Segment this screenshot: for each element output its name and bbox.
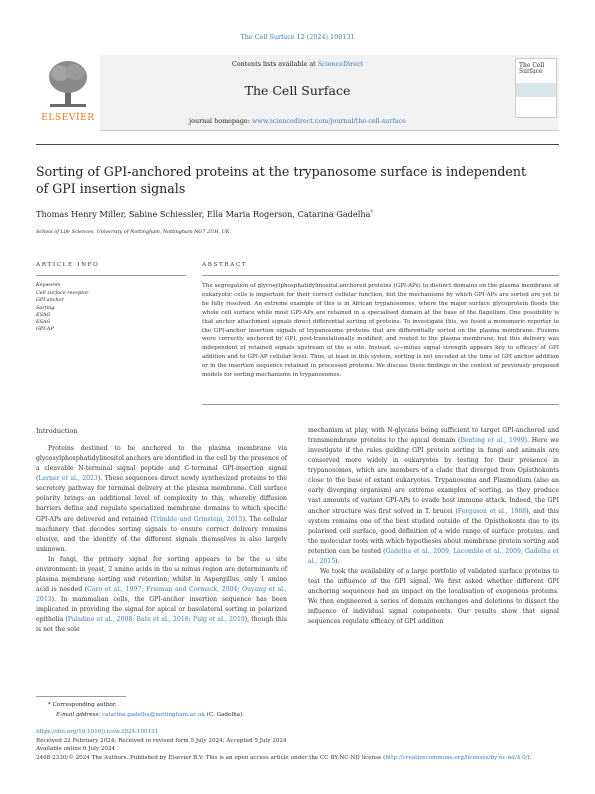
body-column-left bbox=[36, 426, 287, 635]
text-run: ). bbox=[527, 754, 532, 761]
abstract-heading: ABSTRACT bbox=[202, 262, 248, 268]
article-info-heading: ARTICLE INFO bbox=[36, 262, 100, 268]
cover-band bbox=[516, 83, 556, 97]
journal-reference[interactable]: The Cell Surface 12 (2024) 100131 bbox=[240, 33, 355, 41]
abstract-bottom-rule bbox=[202, 404, 559, 405]
keywords-label: Keywords bbox=[36, 282, 61, 288]
text-run: 2468-2330/© 2024 The Authors. Published by Elsevier B.V. This is an open access article under the CC BY-NC-ND license ( bbox=[36, 754, 386, 761]
text-run: ). bbox=[335, 557, 340, 565]
email-label: E-mail address: bbox=[56, 712, 102, 718]
text-run: ). In mammalian cells, the GPI-anchor insertion sequence has been implicated in providing the signal for apical or basolateral sorting in polarized epithelia ( bbox=[36, 596, 287, 624]
header-rule bbox=[36, 144, 559, 145]
article-title: Sorting of GPI-anchored proteins at the trypanosome surface is independent of GPI insertion signals bbox=[36, 164, 527, 196]
email-suffix: (C. Gadelha). bbox=[205, 712, 245, 718]
corresponding-author-mark[interactable]: * bbox=[370, 209, 373, 216]
article-info-rule bbox=[36, 275, 186, 276]
keyword: GPI anchor bbox=[36, 297, 64, 304]
email-link[interactable]: catarina.gadelha@nottingham.ac.uk bbox=[101, 712, 206, 718]
journal-cover-thumbnail bbox=[515, 58, 557, 118]
cover-title: The Cell Surface bbox=[519, 62, 545, 76]
citation-link[interactable]: Lerner et al., 2023 bbox=[38, 475, 98, 483]
body-paragraph bbox=[36, 555, 287, 636]
keyword: Cell surface receptor bbox=[36, 290, 89, 296]
keyword: Sorting bbox=[36, 304, 55, 311]
affiliation: School of Life Sciences, University of Nottingham, Nottingham NG7 2UH, UK bbox=[36, 229, 230, 235]
text-run: ). The cellular machinery that decodes sorting signals to ensure correct delivery remains elusive, and the identity of the different signals themselves is also largely unknown. bbox=[36, 515, 288, 553]
body-paragraph bbox=[36, 444, 287, 555]
footnote-label: Corresponding author. bbox=[52, 702, 117, 708]
text-run: ), though this is not the sole bbox=[36, 616, 287, 634]
homepage-link[interactable]: www.sciencedirect.com/journal/the-cell-surface bbox=[251, 117, 406, 125]
text-run: ). Here we investigate if the rules guiding GPI protein sorting in fungi and animals are conserved more widely in eukaryotes by testing for their presence in trypanosomes, which are members of a clade that diverged from Opisthokonts close to the base of extant eukaryotes. Trypanosoma and Plasmodium (also an early diverging organism) are extreme examples of sorting, as they produce vast amounts of variant GPI-APs to evade host immune attack. Indeed, the GPI anchor structure was first solved in T. brucei ( bbox=[308, 437, 559, 515]
body-column-right bbox=[308, 426, 559, 627]
keyword: GPI-AP bbox=[36, 326, 54, 333]
introduction-heading: Introduction bbox=[36, 427, 78, 435]
abstract-rule bbox=[202, 275, 559, 276]
doi-link[interactable]: https://doi.org/10.1016/j.tcsw.2024.100131 bbox=[36, 729, 159, 735]
footnote-rule bbox=[36, 696, 126, 697]
sciencedirect-link[interactable]: ScienceDirect bbox=[317, 60, 364, 68]
author-list bbox=[36, 209, 373, 219]
keyword: ESAG bbox=[36, 311, 51, 318]
text-run: ). These sequences direct newly synthesized proteins to the secretory pathway for terminal delivery at the plasma membrane. Cell surface polarity brings an additional level of complexity to this, whereby diffusion barriers define and regulate specialized membrane domains to which specific GPI-APs are delivered and retained ( bbox=[36, 475, 287, 523]
keywords-list bbox=[36, 290, 88, 334]
citation-link[interactable]: Caro et al., 1997; Frieman and Cormack, 2004; Ouyang et al., 2013 bbox=[36, 585, 287, 603]
citation-link[interactable]: Paladino et al., 2008; Bate et al., 2016; Puig et al., 2019 bbox=[67, 616, 245, 624]
online-date: Available online 6 July 2024 bbox=[36, 746, 116, 753]
text-run: Proteins destined to be anchored to the plasma membrane via glycosylphosphatidylinositol anchors are identified in the cell by the presence of a cleavable N-terminal signal peptide and C-terminal GPI-insertion signal ( bbox=[36, 445, 287, 483]
contents-line bbox=[36, 60, 559, 68]
journal-homepage-line bbox=[0, 117, 595, 125]
authors: Thomas Henry Miller, Sabine Schiessler, Ella Maria Rogerson, Catarina Gadelha bbox=[36, 209, 371, 219]
citation-link[interactable]: Benting et al., 1999 bbox=[460, 437, 525, 445]
footnote bbox=[48, 700, 548, 720]
received-dates: Received 22 February 2024; Received in revised form 5 July 2024; Accepted 5 July 2024 bbox=[36, 737, 287, 744]
journal-title: The Cell Surface bbox=[244, 83, 351, 98]
body-paragraph bbox=[308, 426, 559, 567]
article-metadata bbox=[36, 728, 559, 762]
publisher-name: ELSEVIER bbox=[41, 113, 95, 123]
citation-link[interactable]: Ferguson et al., 1988 bbox=[457, 507, 527, 515]
text-run: mechanism at play, with N-glycans being sufficient to target GPI-anchored and transmembrane proteins to the apical domain ( bbox=[308, 427, 559, 445]
license-line bbox=[36, 754, 559, 763]
contents-prefix: Contents lists available at bbox=[231, 60, 318, 68]
text-run: In fungi, the primary signal for sorting appears to be the ω site environment: in yeast, 2 amino acids in the ω minus region are determinants of plasma membrane sorting and retention; whilst in Aspergillus, only 1 amino acid is needed ( bbox=[36, 555, 287, 593]
license-link[interactable]: http://creativecommons.org/licenses/by-nc-nd/4.0/ bbox=[385, 754, 528, 761]
homepage-prefix: journal homepage: bbox=[189, 117, 252, 125]
citation-link[interactable]: Trimble and Grinstein, 2015 bbox=[152, 515, 243, 523]
body-paragraph: We took the availability of a large portfolio of validated surface proteins to test the influence of the GPI signal. We first asked whether different GPI anchoring sequences had an impact on the localisation of exogenous proteins. We then engineered a series of domain exchanges and deletions to dissect the influence of individual signal components. Our results show that signal sequences regulate efficacy of GPI addition bbox=[308, 567, 559, 626]
abstract-text: The segregation of glycosylphosphatidylinositol-anchored proteins (GPI-APs) to distinct domains on the plasma membrane of eukaryotic cells is important for their correct cellular function, but the mechanisms by which GPI-APs are sorted are yet to be fully resolved. An extreme example of this is in African trypanosomes, where the major surface glycoprotein floods the whole cell surface while most GPI-APs are retained in a specialised domain at the base of the flagellum. One possibility is that anchor attachment signals direct differential sorting of proteins. To investigate this, we fused a monomeric reporter to the GPI-anchor insertion signals of trypanosome proteins that are differentially sorted on the plasma membrane. Fusions were correctly anchored by GPI, post-translationally modified, and routed to the plasma membrane, but this delivery was independent of retained signals upstream of the ω site. Instead, ω−minus signal strength appears key to efficacy of GPI addition and to GPI-AP cellular level. Thus, at least in this system, sorting is not encoded at the time of GPI anchor addition or in the insertion sequence retained in processed proteins. We discuss these findings in the context of previously proposed models for sorting mechanisms in trypanosomes. bbox=[202, 283, 559, 379]
keyword: ESAG bbox=[36, 319, 51, 326]
citation-link[interactable]: Gadelha et al., 2009, Lacomble et al., 2009, Gadelha et al., 2015 bbox=[308, 547, 559, 565]
footnote-marker: * bbox=[48, 702, 51, 708]
text-run: ), and this system remains one of the best studied outside of the Opisthokonts due to its polarised cell surface, good definition of a wide range of surface proteins, and the molecular tools with which hypotheses about membrane protein sorting and retention can be tested ( bbox=[308, 507, 559, 555]
